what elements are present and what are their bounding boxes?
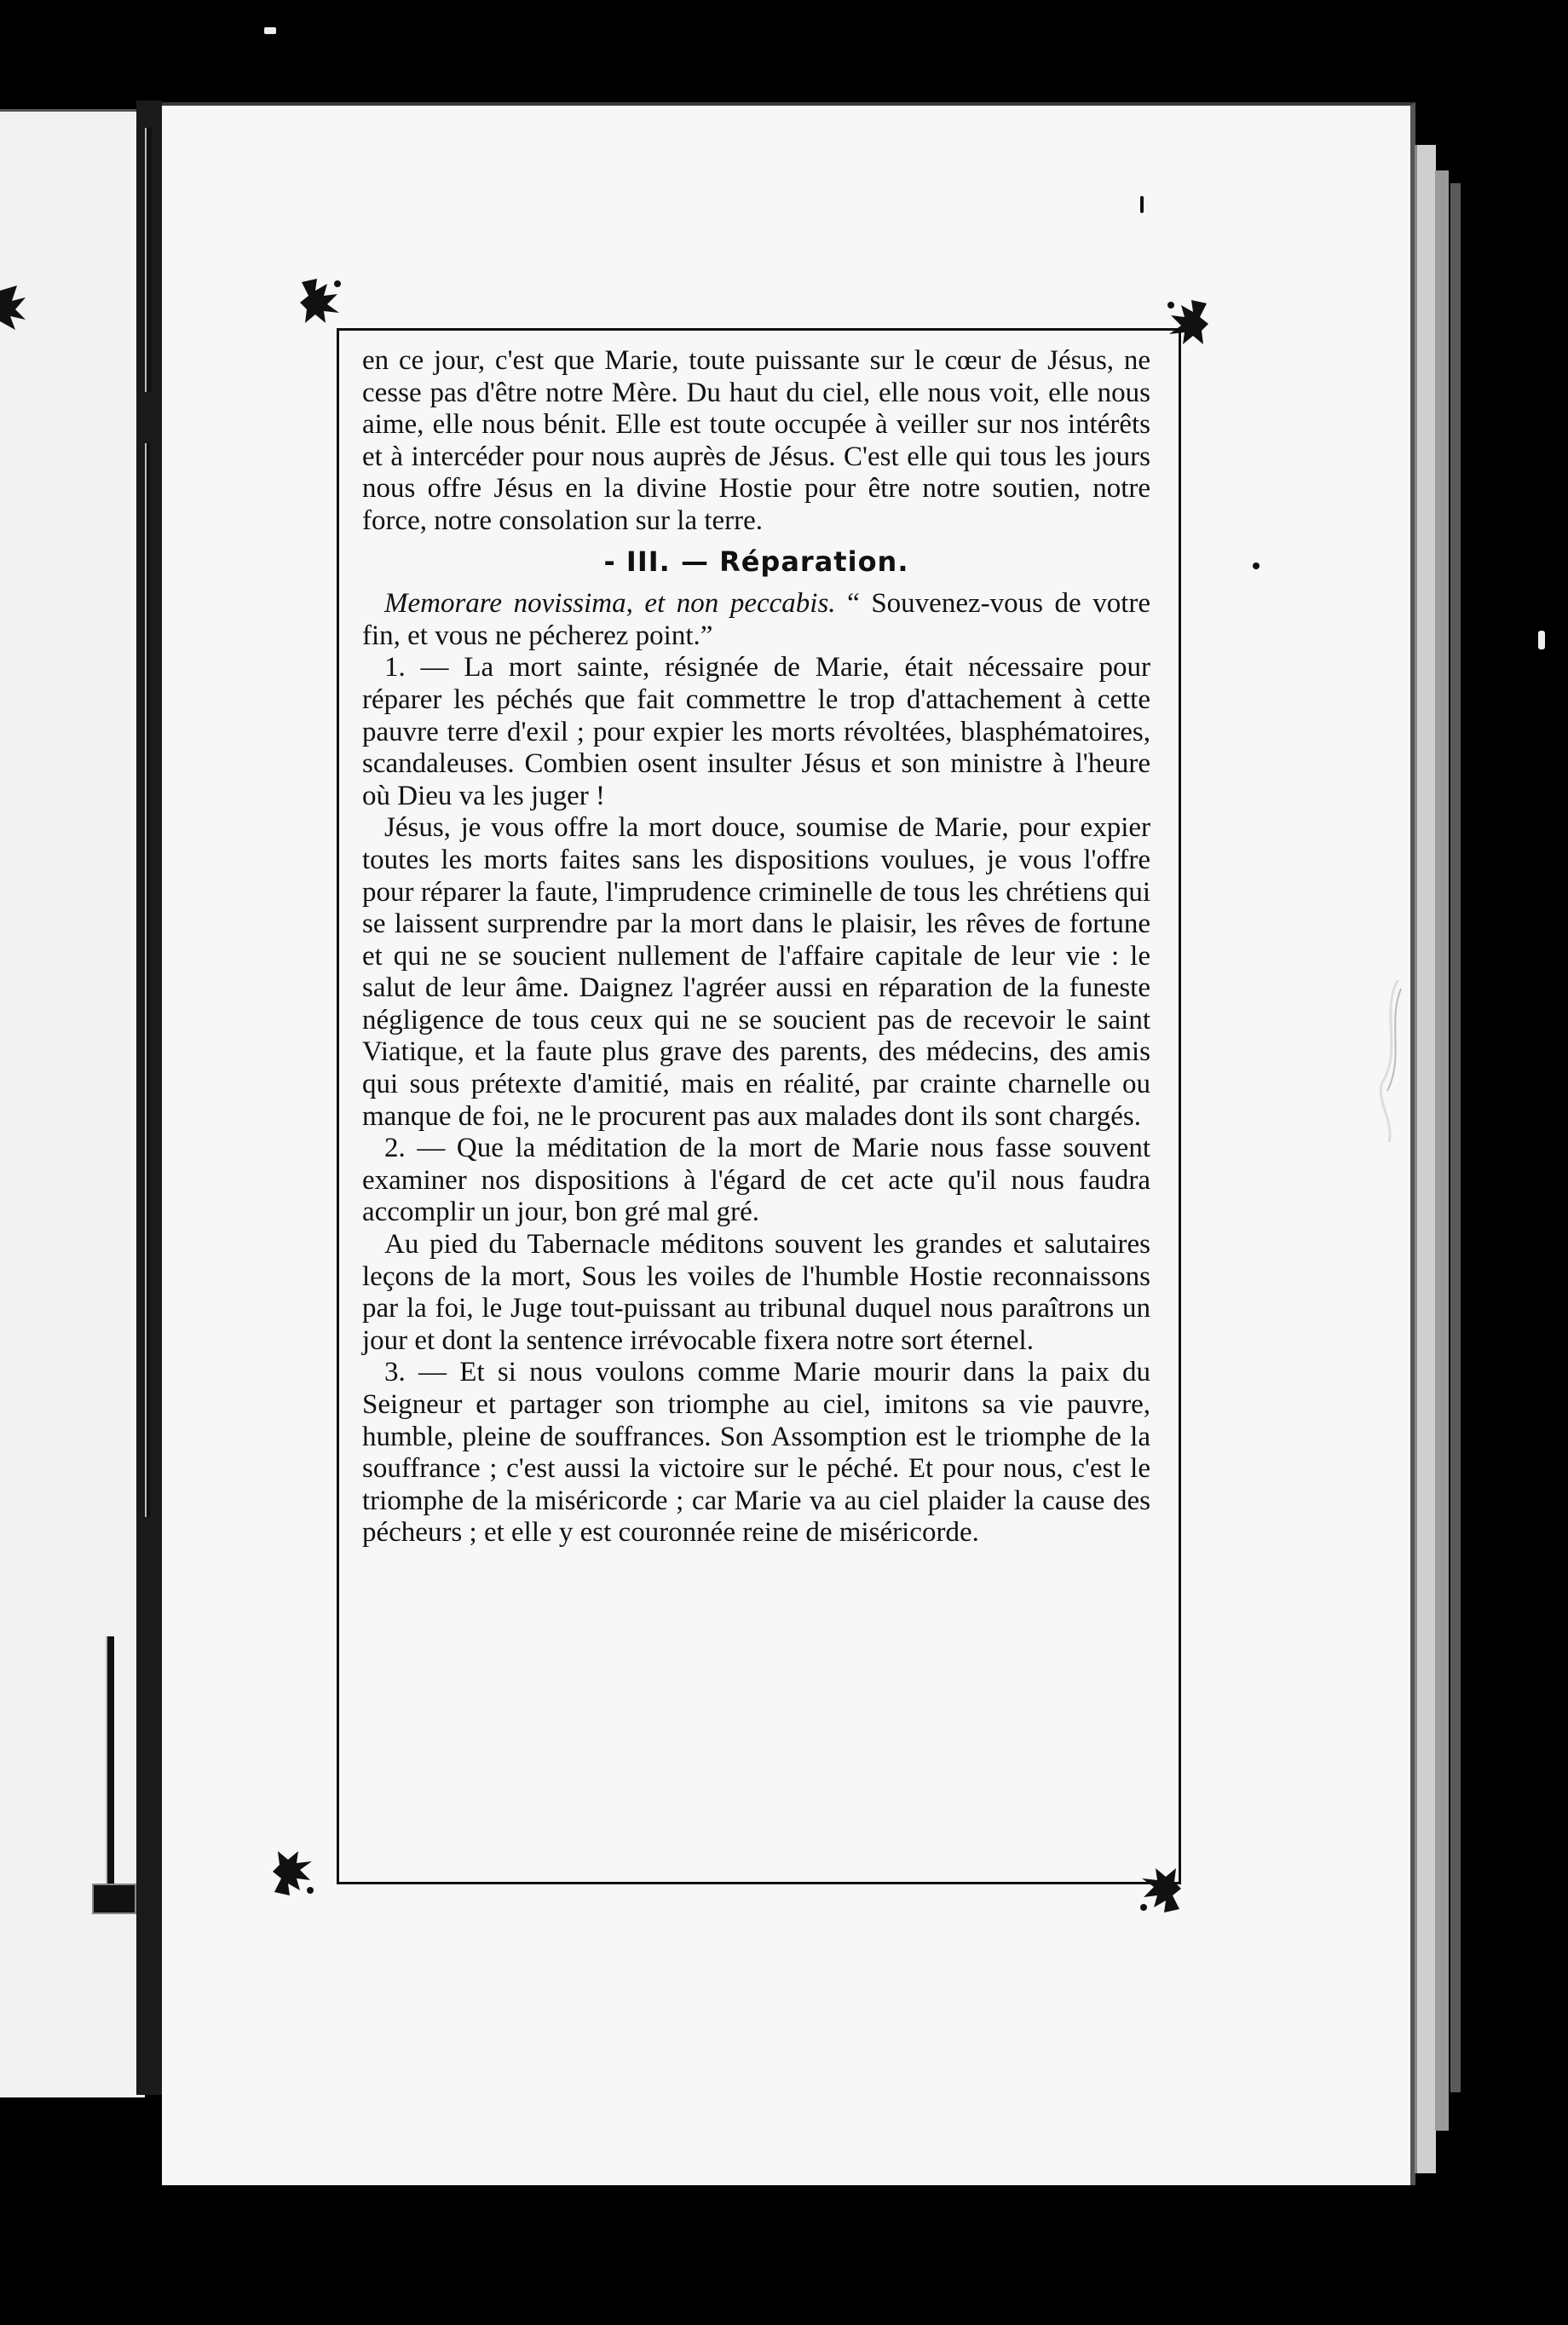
left-page-fleuron-icon [0,282,29,333]
scan-speck [1538,631,1545,649]
binding-thread [145,128,152,392]
paragraph-tabernacle: Au pied du Tabernacle méditons souvent les grandes et salutaires leçons de la mort, Sous les voiles de l'humble Hostie reconnaissons par la foi, le Juge tout-puissant au tribunal duquel nous paraîtrons un jour et dont la sentence irrévocable fixera notre sort éternel. [362,1229,1150,1356]
fleuron-corner-top-left-icon [298,277,348,326]
page-stack-edge [1435,170,1449,2131]
section-heading: - III. — Réparation. [603,545,909,578]
page-stack-edge [1450,183,1461,2092]
intro-quote [362,588,1150,652]
scan-speck [264,27,276,34]
left-facing-page [0,109,145,2097]
paragraph-point-3: 3. — Et si nous voulons comme Marie mourir dans la paix du Seigneur et partager son triomphe au ciel, imitons sa vie pauvre, humble, pleine de souffrances. Son Assomption est le triomphe de la souffrance ; c'est aussi la victoire sur le péché. Et pour nous, c'est le triomphe de la miséricorde ; car Marie va au ciel plaider la cause des pécheurs ; et elle y est couronnée reine de miséricorde. [362,1357,1150,1549]
french-translation: “ Souvenez-vous de votre fin, et vous ne pécherez point.” [362,588,1150,651]
binding-thread [106,1636,114,1892]
paragraph-point-1: 1. — La mort sainte, résignée de Marie, était nécessaire pour réparer les péchés que fait commettre le trop d'attachement à cette pauvre terre d'exil ; pour expier les morts révoltées, blasphématoires, scandaleuses. Combien osent insulter Jésus et son ministre à l'heure où Dieu va les juger ! [362,652,1150,811]
paragraph-offering: Jésus, je vous offre la mort douce, soumise de Marie, pour expier toutes les morts faites sans les dispositions voulues, je vous l'offre pour réparer la faute, l'imprudence criminelle de tous les chrétiens qui se laissent surprendre par la mort dans le plaisir, les rêves de fortune et qui ne se soucient nullement de l'affaire capitale de leur vie : le salut de leur âme. Daignez l'agréer aussi en réparation de la funeste négligence de tous ceux qui ne se soucient pas de recevoir le saint Viatique, et la faute plus grave des parents, des médecins, des amis qui sous prétexte d'amitié, mais en réalité, par crainte charnelle ou manque de foi, ne le procurent pas aux malades dont ils sont chargés. [362,812,1150,1132]
page-text-block [362,345,1150,1549]
latin-quote: Memorare novissima, et non peccabis. [384,588,836,620]
fleuron-corner-bottom-right-icon [1133,1865,1183,1914]
paragraph-point-2: 2. — Que la méditation de la mort de Marie nous fasse souvent examiner nos dispositions à l'égard de cet acte qu'il nous faudra accomplir un jour, bon gré mal gré. [362,1133,1150,1228]
page-stack-edge [1415,145,1436,2173]
fleuron-corner-bottom-left-icon [271,1848,320,1897]
scan-speck [1140,196,1144,213]
binding-tab [92,1884,136,1914]
scan-speck [1253,562,1260,569]
fleuron-corner-top-right-icon [1161,298,1210,348]
continuation-paragraph: en ce jour, c'est que Marie, toute puissante sur le cœur de Jésus, ne cesse pas d'être notre Mère. Du haut du ciel, elle nous voit, elle nous aime, elle nous bénit. Elle est toute occupée à veiller sur nos intérêts et à intercéder pour nous auprès de Jésus. C'est elle qui tous les jours nous offre Jésus en la divine Hostie pour être notre soutien, notre force, notre consolation sur la terre. [362,345,1150,536]
binding-thread [145,443,150,1517]
paper-tear-mark [1372,980,1406,1142]
